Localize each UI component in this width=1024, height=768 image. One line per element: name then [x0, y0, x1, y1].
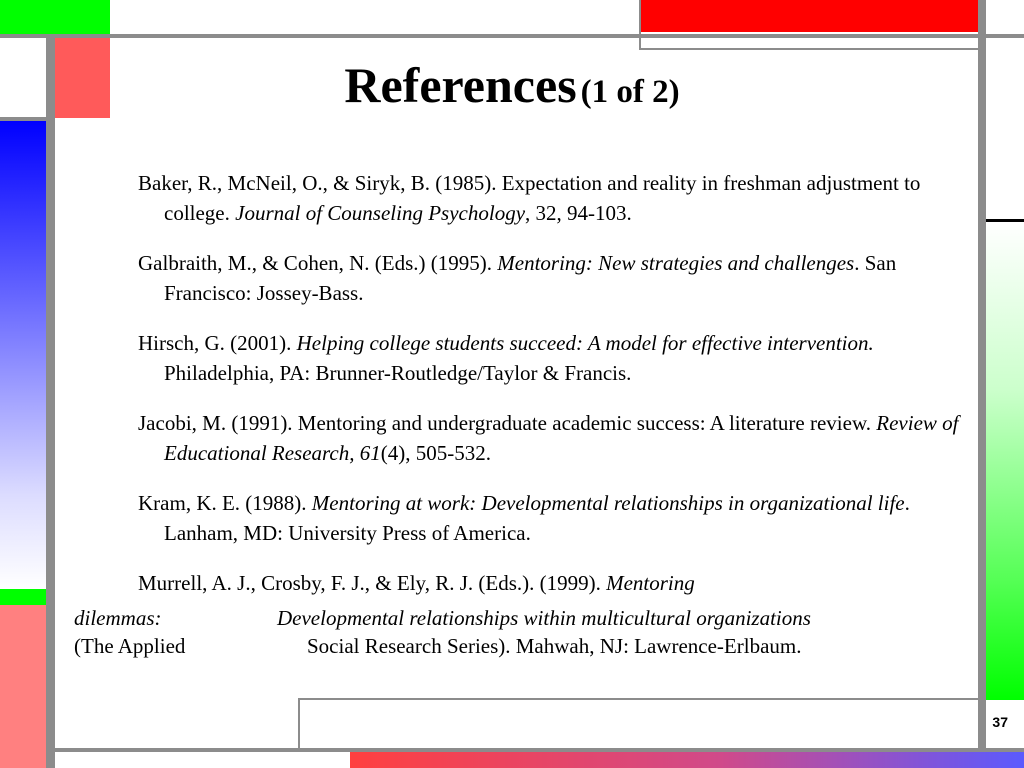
ref-tail-left-1 [74, 603, 162, 633]
ref-italic: Mentoring: New strategies and challenges [497, 251, 855, 275]
reference-item [138, 488, 968, 548]
deco-frame-line [298, 698, 300, 748]
deco-salmon-bottom-left [0, 605, 46, 768]
deco-green-gradient-right [986, 222, 1024, 700]
reference-item [138, 248, 968, 308]
ref-text: Hirsch, G. (2001). [138, 331, 297, 355]
ref-text: Philadelphia, PA: Brunner-Routledge/Taylor & Francis. [164, 361, 632, 385]
ref-tail-left-2: (The Applied [74, 634, 186, 658]
deco-red-top [641, 0, 978, 32]
ref-tail-right-1 [277, 603, 811, 633]
reference-item [138, 408, 968, 468]
ref-italic: Review of Educational Research, 61 [164, 411, 959, 465]
reference-item [138, 568, 968, 598]
ref-text: (4), 505-532. [380, 441, 491, 465]
page-number: 37 [992, 714, 1008, 730]
ref-text: Galbraith, M., & Cohen, N. (Eds.) (1995). [138, 251, 498, 275]
deco-green-left-mid [0, 589, 46, 605]
ref-italic: Mentoring at work: Developmental relationships in organizational life [311, 491, 905, 515]
deco-blue-gradient [0, 121, 46, 589]
reference-item [138, 168, 968, 228]
ref-text: Kram, K. E. (1988). [138, 491, 312, 515]
deco-frame-line [639, 48, 978, 50]
deco-green-top-left [0, 0, 110, 34]
ref-italic: Developmental relationships within multicultural organizations [277, 606, 811, 630]
ref-italic: Helping college students succeed: A model for effective intervention. [296, 331, 874, 355]
ref-text: Murrell, A. J., Crosby, F. J., & Ely, R. J. (Eds.). (1999). [138, 571, 607, 595]
deco-frame-line [978, 0, 986, 768]
reference-item [138, 328, 968, 388]
ref-italic: Journal of Counseling Psychology [235, 201, 526, 225]
ref-text: Baker, R., McNeil, O., & Siryk, B. (1985). Expectation and reality in freshman adjustment to college. [138, 171, 921, 225]
slide-title [0, 56, 1024, 114]
title-subtitle: (1 of 2) [580, 74, 680, 110]
ref-text: . Lanham, MD: University Press of America. [164, 491, 910, 545]
ref-italic: Mentoring [606, 571, 695, 595]
ref-text: , 32, 94-103. [525, 201, 632, 225]
deco-bottom-gradient [350, 752, 1024, 768]
deco-frame-line [639, 0, 641, 50]
ref-text: Jacobi, M. (1991). Mentoring and undergraduate academic success: A literature review. [138, 411, 877, 435]
ref-tail-right-2: Social Research Series). Mahwah, NJ: Lawrence-Erlbaum. [307, 634, 802, 658]
deco-frame-line [46, 34, 55, 768]
reference-list [138, 168, 968, 618]
ref-text: . San Francisco: Jossey-Bass. [164, 251, 897, 305]
title-main: References [344, 57, 577, 113]
deco-frame-line [298, 698, 978, 700]
deco-frame-line [0, 34, 1024, 38]
ref-italic: dilemmas: [74, 606, 162, 630]
